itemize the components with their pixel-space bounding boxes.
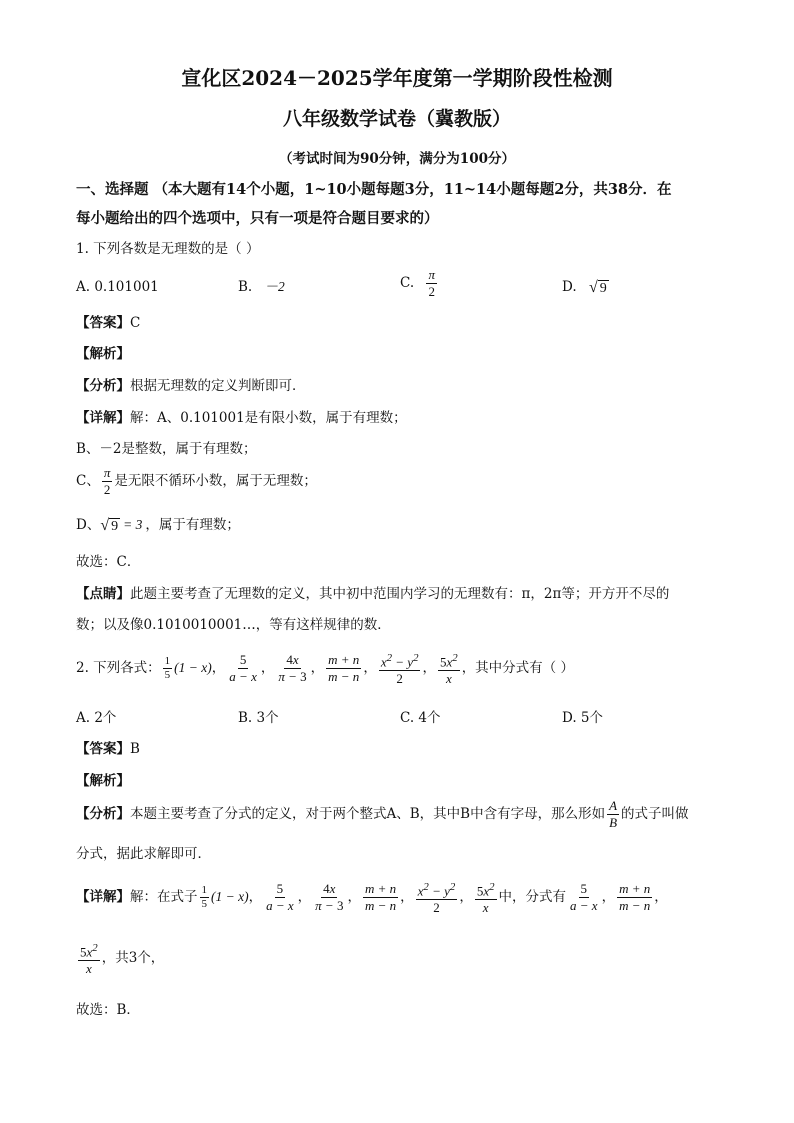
q1-option-c-fraction: $\frac{\pi}{2}$ (428, 267, 435, 299)
frac-x2-minus-y2-over-2: $\frac{x^2 - y^2}{2}$ (380, 652, 419, 687)
q2-detail-prefix: 解：在式子 (130, 889, 198, 906)
detail-one-fifth-fraction: $\frac{1}{5}$ (201, 884, 207, 911)
q2-choose: 故选：B． (76, 1002, 140, 1018)
detail-frac-4x-over-pi-minus-3: $\frac{4x}{\pi - 3}$ (315, 881, 344, 914)
q1-option-b-value: －2 (264, 279, 285, 294)
q2-option-c: C. 4个 (400, 710, 441, 726)
q1-comment-text1: 此题主要考查了无理数的定义，其中初中范围内学习的无理数有：π，2π等；开方开不尽的 (130, 586, 670, 602)
q1-choose: 故选：C． (76, 554, 141, 570)
q1-comment-line2: 数；以及像0.1010010001…，等有这样规律的数． (76, 617, 391, 633)
q2-option-d: D. 5个 (562, 710, 604, 726)
q1-option-c-label: C. (400, 275, 415, 291)
q1-option-a: A. 0.101001 (76, 279, 159, 295)
section-heading-line1: 一、选择题 （本大题有14个小题，1~10小题每题3分，11~14小题每题2分，共38分．在 (76, 181, 672, 198)
q2-analysis-line1 (76, 799, 689, 830)
q1-option-b (238, 278, 285, 296)
q1-answer (76, 314, 140, 332)
q2-analysis-head: 【分析】 (76, 806, 130, 822)
q2-answer (76, 740, 140, 758)
q2-detail-line1: 【详解】解：在式子 $\frac{1}{5}$ (1 − x)， $\frac{5}{a - x}$ ， $\frac{4x}{\pi - 3}$ ， $\frac{m + n}{m - n}$ ， $\frac{x^2 - y^2}{2}$ ， $\frac{5x^2}{x}$ 中，分式有 $\frac{5}{a - x}$ ， $\frac{m + n}{m - n}$ ， (76, 881, 668, 916)
q1-detail-text1: 解：A、0.101001是有限小数，属于有理数； (130, 410, 407, 426)
answer-frac-m-plus-n-over-m-minus-n: $\frac{m + n}{m - n}$ (619, 881, 651, 914)
frac-5-over-a-minus-x: $\frac{5}{a - x}$ (229, 652, 257, 685)
q2-stem: 2. 下列各式： $\frac{1}{5}$ (1 − x)， $\frac{5}{a - x}$ ， $\frac{4x}{\pi - 3}$ ， $\frac{m + n}{m - n}$ ， $\frac{x^2 - y^2}{2}$ ， $\frac{5x^2}{x}$ ，其中分式有（ ） (76, 652, 574, 687)
q1-detail-line3 (76, 466, 317, 497)
q1-comment-line1 (76, 585, 669, 603)
detail-frac-m-plus-n-over-m-minus-n: $\frac{m + n}{m - n}$ (364, 881, 397, 914)
q1-option-d-label: D. (562, 279, 577, 295)
expr-one-minus-x: (1 − x) (174, 660, 212, 676)
q1-option-d (562, 278, 609, 296)
q1-analysis-head: 【分析】 (76, 378, 130, 394)
answer-frac-5x2-over-x: $\frac{5x^2}{x}$ (80, 942, 98, 977)
q1-detail-line4-prefix: D、 (76, 517, 101, 533)
q2-detail-head: 【详解】 (76, 889, 130, 906)
q2-analysis-line2: 分式，据此求解即可． (76, 846, 211, 862)
q1-option-b-label: B. (238, 279, 253, 295)
q1-answer-value: C (130, 315, 141, 331)
q2-analysis-text1a: 本题主要考查了分式的定义，对于两个整式A、B，其中B中含有字母，那么形如 (130, 806, 606, 822)
pi-over-2-fraction: $\frac{\pi}{2}$ (103, 465, 111, 497)
q1-analysis (76, 377, 306, 395)
q1-option-d-sqrt: √ 9 (588, 278, 607, 296)
q2-option-b: B. 3个 (238, 710, 279, 726)
q2-stem-suffix: ，其中分式有（ ） (461, 660, 574, 677)
q1-answer-tag: 【答案】 (76, 315, 130, 331)
exam-title: 宣化区2024－2025学年度第一学期阶段性检测 (181, 66, 613, 90)
q1-detail-line4-eq: = 3 (123, 517, 143, 532)
detail-expr-one-minus-x: (1 − x) (211, 889, 249, 905)
frac-m-plus-n-over-m-minus-n: $\frac{m + n}{m - n}$ (328, 652, 360, 685)
q2-analysis-tag: 【解析】 (76, 773, 130, 789)
q1-option-c (400, 268, 439, 299)
q2-stem-prefix: 2. 下列各式： (76, 660, 161, 677)
one-fifth-fraction: $\frac{1}{5}$ (164, 655, 171, 682)
detail-frac-5-over-a-minus-x: $\frac{5}{a - x}$ (266, 881, 294, 914)
frac-a-over-b: $\frac{A}{B}$ (609, 798, 618, 830)
exam-subtitle: 八年级数学试卷（冀教版） (282, 108, 511, 130)
q1-detail-line4-suffix: ，属于有理数； (145, 517, 240, 533)
q1-detail-line2: B、－2是整数，属于有理数； (76, 441, 257, 457)
q2-option-a: A. 2个 (76, 710, 117, 726)
exam-info: （考试时间为90分钟，满分为100分） (279, 151, 515, 167)
frac-5x2-over-x: $\frac{5x^2}{x}$ (439, 652, 458, 687)
q2-detail-line2 (76, 941, 164, 976)
sqrt-9: √ 9 (100, 516, 119, 534)
q1-comment-head: 【点睛】 (76, 586, 130, 602)
q1-stem: 1. 下列各数是无理数的是（ ） (76, 241, 260, 257)
q1-detail-line3-prefix: C、 (76, 473, 100, 489)
answer-frac-5-over-a-minus-x: $\frac{5}{a - x}$ (570, 881, 598, 914)
frac-4x-over-pi-minus-3: $\frac{4x}{\pi - 3}$ (278, 652, 307, 685)
section-heading-line2: 每小题给出的四个选项中，只有一项是符合题目要求的） (76, 210, 439, 227)
detail-frac-5x2-over-x: $\frac{5x^2}{x}$ (476, 881, 495, 916)
q2-answer-value: B (130, 741, 140, 757)
q1-option-d-radicand: 9 (599, 280, 607, 296)
q1-detail-head: 【详解】 (76, 410, 130, 426)
detail-frac-x2-minus-y2-over-2: $\frac{x^2 - y^2}{2}$ (417, 881, 456, 916)
q1-detail-line4 (76, 516, 240, 534)
q1-detail-line1 (76, 409, 407, 427)
q2-detail-mid: 中，分式有 (498, 889, 567, 906)
q1-analysis-text: 根据无理数的定义判断即可． (130, 378, 306, 394)
q2-answer-tag: 【答案】 (76, 741, 130, 757)
q2-detail-line2-suffix: ，共3个， (101, 950, 165, 967)
q2-analysis-text1b: 的式子叫做 (621, 806, 689, 822)
q1-analysis-tag: 【解析】 (76, 346, 130, 362)
q1-detail-line3-suffix: 是无限不循环小数，属于无理数； (114, 473, 317, 489)
